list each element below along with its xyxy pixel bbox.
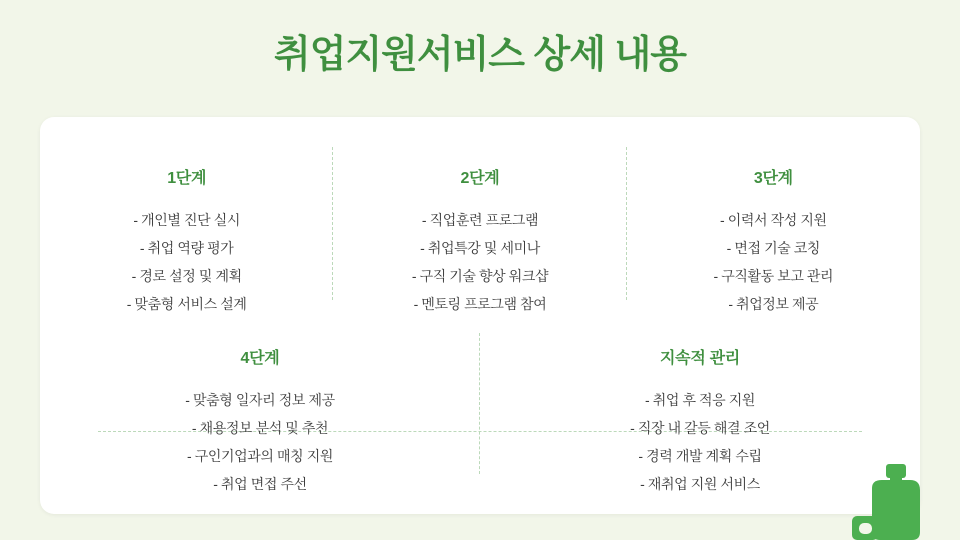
list-item: - 직장 내 갈등 해결 조언 — [630, 420, 770, 436]
stage-column-1 — [40, 117, 333, 318]
stage-column-3 — [627, 117, 920, 318]
stage-title-3: 3단계 — [753, 170, 793, 187]
stage-list-4 — [40, 386, 480, 498]
page-title: 취업지원서비스 상세 내용 — [274, 34, 686, 76]
content-card — [40, 117, 920, 514]
detergent-bottle-icon — [832, 430, 942, 540]
stage-list-1 — [40, 206, 333, 318]
list-item: - 구직 기술 향상 워크샵 — [411, 268, 549, 284]
stage-title-4: 4단계 — [240, 350, 280, 367]
list-item: - 경로 설정 및 계획 — [131, 268, 242, 284]
stage-column-4 — [40, 315, 480, 498]
stage-list-2 — [333, 206, 626, 318]
list-item: - 이력서 작성 지원 — [720, 212, 827, 228]
list-item: - 취업 역량 평가 — [139, 240, 234, 256]
list-item: - 구인기업과의 매칭 지원 — [187, 448, 333, 464]
list-item: - 면접 기술 코칭 — [726, 240, 821, 256]
stage-title-1: 1단계 — [167, 170, 207, 187]
stage-list-3 — [627, 206, 920, 318]
list-item: - 채용정보 분석 및 추천 — [191, 420, 329, 436]
stages-row-top — [40, 117, 920, 315]
list-item: - 멘토링 프로그램 참여 — [413, 296, 547, 312]
stage-title-2: 2단계 — [460, 170, 500, 187]
stage-title-5: 지속적 관리 — [660, 350, 740, 367]
list-item: - 개인별 진단 실시 — [133, 212, 240, 228]
list-item: - 취업특강 및 세미나 — [420, 240, 540, 256]
list-item: - 취업 면접 주선 — [213, 476, 307, 492]
list-item: - 재취업 지원 서비스 — [640, 476, 760, 492]
list-item: - 취업정보 제공 — [728, 296, 819, 312]
list-item: - 맞춤형 일자리 정보 제공 — [185, 392, 335, 408]
stage-column-2 — [333, 117, 626, 318]
list-item: - 취업 후 적응 지원 — [644, 392, 756, 408]
list-item: - 구직활동 보고 관리 — [713, 268, 834, 284]
list-item: - 맞춤형 서비스 설계 — [126, 296, 247, 312]
list-item: - 경력 개발 계획 수립 — [638, 448, 762, 464]
list-item: - 직업훈련 프로그램 — [421, 212, 539, 228]
stages-row-bottom — [40, 315, 920, 514]
